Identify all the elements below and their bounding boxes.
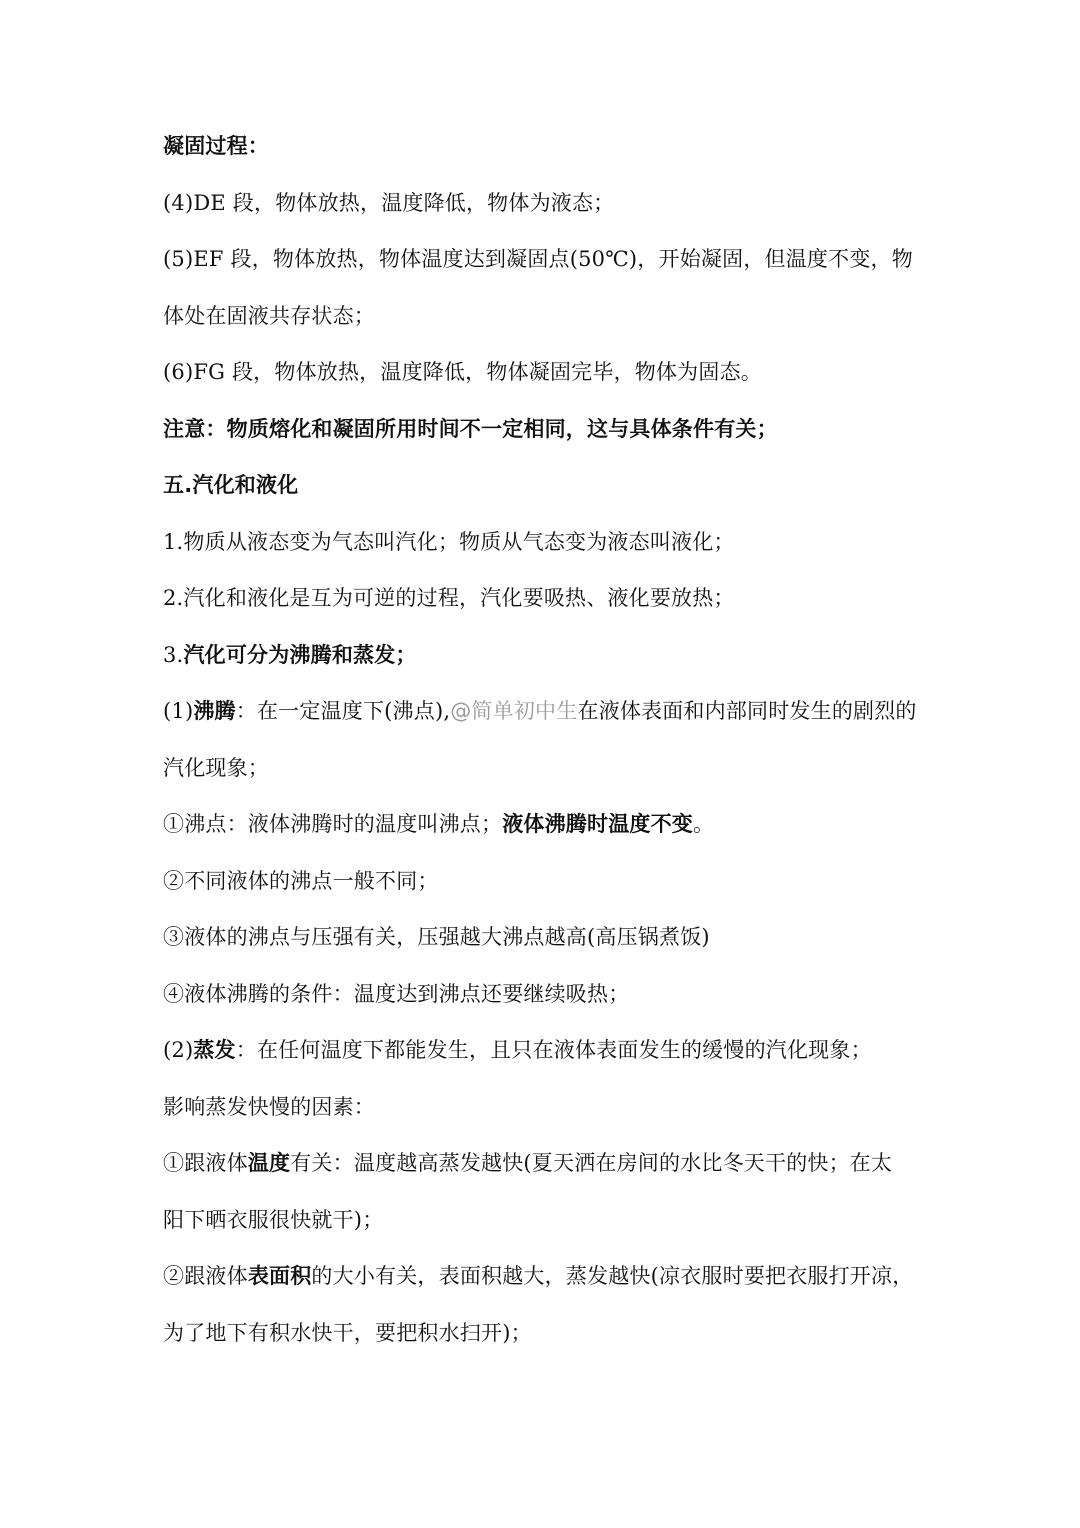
bold-text: 汽化可分为沸腾和蒸发；: [183, 643, 417, 667]
watermark-text: @简单初中生: [450, 699, 578, 723]
text-segment: (6)FG 段，物体放热，温度降低，物体凝固完毕，物体为固态。: [163, 360, 762, 384]
text-segment: 的大小有关，表面积越大，蒸发越快(凉衣服时要把衣服打开凉，: [311, 1264, 914, 1288]
bold-text: 凝固过程：: [163, 134, 269, 158]
text-segment: 。: [693, 812, 715, 836]
text-line: [163, 921, 933, 953]
text-segment: 有关：温度越高蒸发越快(夏天洒在房间的水比冬天干的快；在太: [290, 1151, 893, 1175]
text-segment: 1.物质从液态变为气态叫汽化；物质从气态变为液态叫液化；: [163, 530, 735, 554]
text-line: [163, 582, 933, 614]
text-line: [163, 413, 933, 445]
text-line: [163, 808, 933, 840]
text-line: [163, 695, 933, 727]
bold-text: 蒸发: [193, 1038, 236, 1062]
text-line: [163, 1317, 933, 1349]
text-segment: 为了地下有积水快干，要把积水扫开)；: [163, 1321, 532, 1345]
text-line: [163, 243, 933, 275]
text-segment: 阳下晒衣服很快就干)；: [163, 1208, 384, 1232]
text-segment: 汽化现象；: [163, 756, 269, 780]
text-segment: 3.: [163, 643, 184, 667]
text-segment: ：在任何温度下都能发生，且只在液体表面发生的缓慢的汽化现象；: [235, 1038, 872, 1062]
text-line: [163, 1147, 933, 1179]
text-line: [163, 469, 933, 501]
text-line: [163, 1091, 933, 1123]
text-line: [163, 300, 933, 332]
text-segment: ②跟液体: [163, 1264, 248, 1288]
text-segment: 体处在固液共存状态；: [163, 304, 375, 328]
bold-text: 沸腾: [193, 699, 236, 723]
bold-text: 五.汽化和液化: [163, 473, 299, 497]
bold-text: 液体沸腾时温度不变: [502, 812, 694, 836]
text-line: [163, 526, 933, 558]
text-line: [163, 187, 933, 219]
text-segment: 影响蒸发快慢的因素：: [163, 1095, 375, 1119]
text-line: [163, 130, 933, 162]
text-segment: ：在一定温度下(沸点),: [235, 699, 451, 723]
text-segment: ③液体的沸点与压强有关，压强越大沸点越高(高压锅煮饭): [163, 925, 710, 949]
text-line: [163, 752, 933, 784]
bold-text: 表面积: [247, 1264, 312, 1288]
text-segment: 在液体表面和内部同时发生的剧烈的: [577, 699, 917, 723]
text-line: [163, 1034, 933, 1066]
text-line: [163, 865, 933, 897]
text-line: [163, 1204, 933, 1236]
text-segment: ①跟液体: [163, 1151, 248, 1175]
text-segment: 2.汽化和液化是互为可逆的过程，汽化要吸热、液化要放热；: [163, 586, 735, 610]
text-segment: (5)EF 段，物体放热，物体温度达到凝固点(50℃)，开始凝固，但温度不变，物: [163, 247, 913, 271]
text-segment: (4)DE 段，物体放热，温度降低，物体为液态；: [163, 191, 615, 215]
text-line: [163, 356, 933, 388]
text-segment: ②不同液体的沸点一般不同；: [163, 869, 439, 893]
bold-text: 温度: [247, 1151, 291, 1175]
text-segment: (2): [163, 1038, 194, 1062]
text-segment: ④液体沸腾的条件：温度达到沸点还要继续吸热；: [163, 982, 630, 1006]
text-line: [163, 639, 933, 671]
text-segment: (1): [163, 699, 194, 723]
text-line: [163, 978, 933, 1010]
text-segment: ①沸点：液体沸腾时的温度叫沸点；: [163, 812, 503, 836]
text-line: [163, 1260, 933, 1292]
bold-text: 注意：物质熔化和凝固所用时间不一定相同，这与具体条件有关；: [163, 417, 778, 441]
